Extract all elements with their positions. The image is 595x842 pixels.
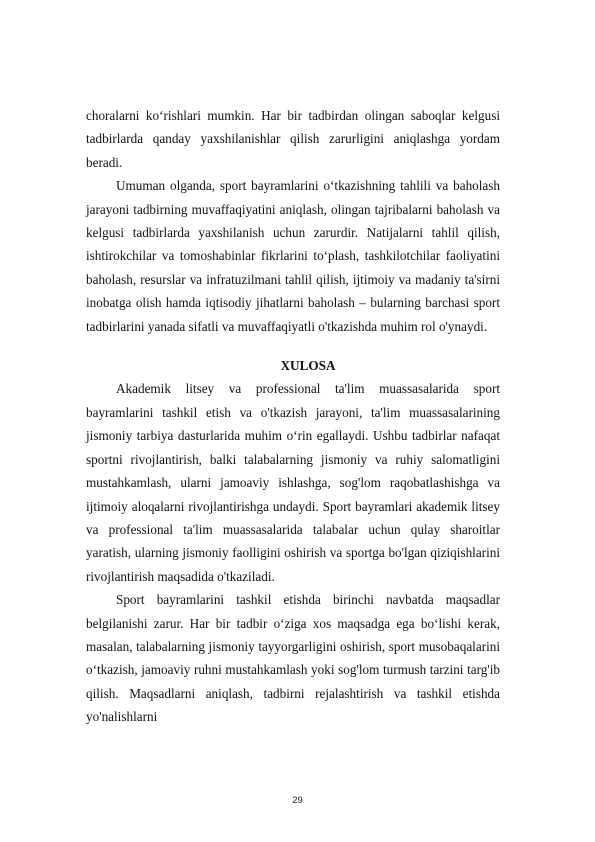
- section-heading: XULOSA: [280, 358, 336, 374]
- paragraph-summary: Umuman olganda, sport bayramlarini o‘tkazishning tahlili va baholash jarayoni tadbirning muvaffaqiyatini aniqlash, olingan tajribalarni baholash va kelgusi tadbirlarda yaxshilanish uchun zarurdir. Natijalarni tahlil qilish, ishtirokchilar va tomoshabinlar fikrlarini to‘plash, tashkilotchilar faoliyatini baholash, resurslar va infratuzilmani tahlil qilish, ijtimoiy va madaniy ta'sirni inobatga olish hamda iqtisodiy jihatlarni baholash – bularning barchasi sport tadbirlarini yanada sifatli va muvaffaqiyatli o'tkazishda muhim rol o'ynaydi.: [86, 178, 500, 334]
- paragraph-continuation: choralarni ko‘rishlari mumkin. Har bir tadbirdan olingan saboqlar kelgusi tadbirlarda qanday yaxshilanishlar qilish zarurligini aniqlashga yordam beradi.: [86, 108, 500, 170]
- paragraph-conclusion-2: Sport bayramlarini tashkil etishda birinchi navbatda maqsadlar belgilanishi zarur. Har bir tadbir o‘ziga xos maqsadga ega bo‘lishi kerak, masalan, talabalarning jismoniy tayyorgarligini oshirish, sport musobaqalarini o‘tkazish, jamoaviy ruhni mustahkamlash yoki sog'lom turmush tarzini targ'ib qilish. Maqsadlarni aniqlash, tadbirni rejalashtirish va tashkil etishda yo'nalishlarni: [86, 592, 500, 725]
- paragraph-conclusion-1: Akademik litsey va professional ta'lim muassasalarida sport bayramlarini tashkil etish va o'tkazish jarayoni, ta'lim muassasalarining jismoniy tarbiya dasturlarida muhim o‘rin egallaydi. Ushbu tadbirlar nafaqat sportni rivojlantirish, balki talabalarning jismoniy va ruhiy salomatligini mustahkamlash, ularni jamoaviy ishlashga, sog'lom raqobatlashishga va ijtimoiy aloqalarni rivojlantirishga undaydi. Sport bayramlari akademik litsey va professional ta'lim muassasalarida talabalar uchun qulay sharoitlar yaratish, ularning jismoniy faolligini oshirish va sportga bo'lgan qiziqishlarini rivojlantirish maqsadida o'tkaziladi.: [86, 381, 500, 584]
- page-number: 29: [292, 795, 303, 806]
- document-page: [86, 104, 500, 729]
